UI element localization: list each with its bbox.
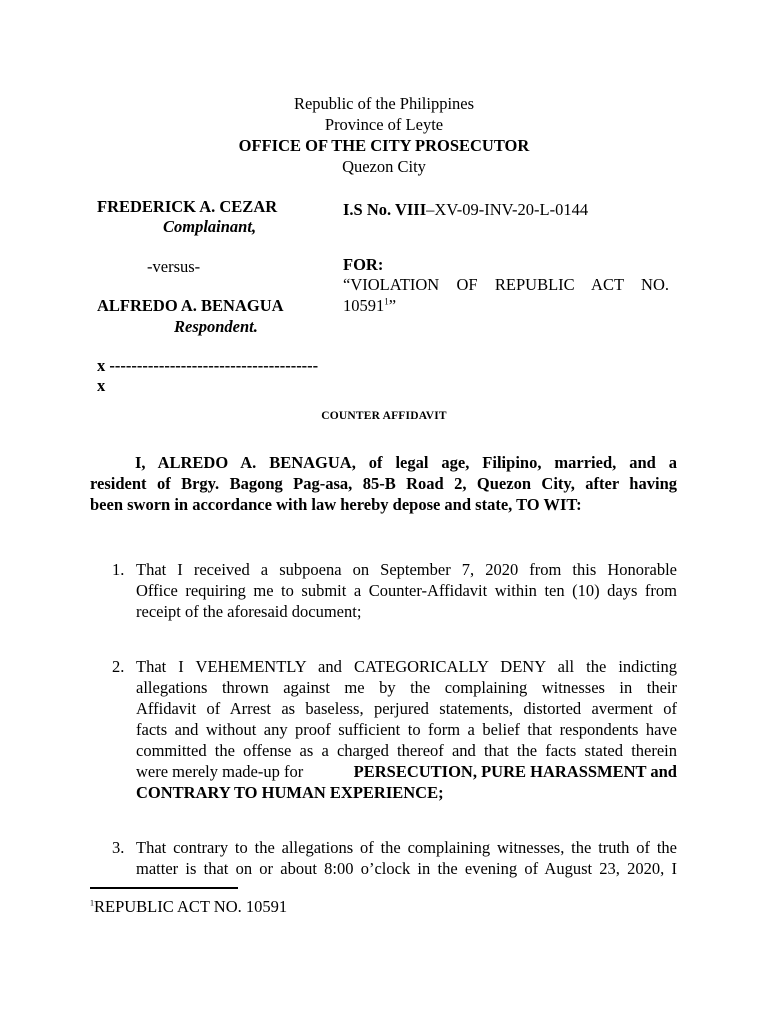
item-2-line4: facts and without any proof sufficient to form a belief that respondents have [136,720,677,739]
for-footnote-ref: 1 [384,296,389,307]
item-3-number: 3. [112,838,125,857]
is-number-label: I.S No. VIII [343,200,427,219]
item-3-line1: That contrary to the allegations of the complaining witnesses, the truth of the [136,838,677,857]
item-1-line2: Office requiring me to submit a Counter-Affidavit within ten (10) days from [136,581,677,600]
caption-divider-x: x [97,376,106,395]
item-2-line5: committed the offense as a charged thereof and that the facts stated therein [136,741,677,760]
item-3-line2: matter is that on or about 8:00 o’clock in the evening of August 23, 2020, I [136,859,677,878]
item-1-line3: receipt of the aforesaid document; [136,602,362,621]
footnote-separator [90,887,238,889]
item-1-number: 1. [112,560,125,579]
intro-line1: I, ALREDO A. BENAGUA, of legal age, Filipino, married, and a [135,453,677,472]
item-2-line1: That I VEHEMENTLY and CATEGORICALLY DENY all the indicting [136,657,677,676]
complainant-name: FREDERICK A. CEZAR [97,197,278,216]
versus-label: -versus- [147,257,201,276]
complainant-role: Complainant, [163,217,257,236]
item-2-line6 [136,762,677,782]
intro-line3: been sworn in accordance with law hereby depose and state, TO WIT: [90,495,582,514]
respondent-role: Respondent. [174,317,258,336]
is-number [343,200,588,220]
respondent-name: ALFREDO A. BENAGUA [97,296,284,315]
header-office: OFFICE OF THE CITY PROSECUTOR [238,136,530,155]
footnote-marker: 1 [90,898,94,908]
item-2-line7: CONTRARY TO HUMAN EXPERIENCE; [136,783,444,802]
header-province: Province of Leyte [324,115,444,134]
item-2-line6-normal: were merely made-up for [136,762,304,781]
is-number-value: –XV-09-INV-20-L-0144 [426,200,589,219]
for-act-number: 10591 [343,296,385,315]
item-2-line3: Affidavit of Arrest as baseless, perjured statements, distorted averment of [136,699,677,718]
header-city: Quezon City [342,157,426,176]
item-2-number: 2. [112,657,125,676]
item-1-line1: That I received a subpoena on September 7, 2020 from this Honorable [136,560,677,579]
footnote [90,897,287,917]
for-line1: “VIOLATION OF REPUBLIC ACT NO. [343,275,669,294]
for-line2 [343,296,396,316]
for-close-quote: ” [388,296,397,315]
for-label: FOR: [343,255,384,274]
item-2-line6-bold: PERSECUTION, PURE HARASSMENT and [353,762,677,781]
document-title: COUNTER AFFIDAVIT [321,410,447,422]
item-2-line2: allegations thrown against me by the complaining witnesses in their [136,678,677,697]
intro-line2: resident of Brgy. Bagong Pag-asa, 85-B Road 2, Quezon City, after having [90,474,677,493]
header-republic: Republic of the Philippines [293,94,475,113]
footnote-text: REPUBLIC ACT NO. 10591 [94,897,288,916]
caption-divider-line: x -------------------------------------- [97,356,319,375]
